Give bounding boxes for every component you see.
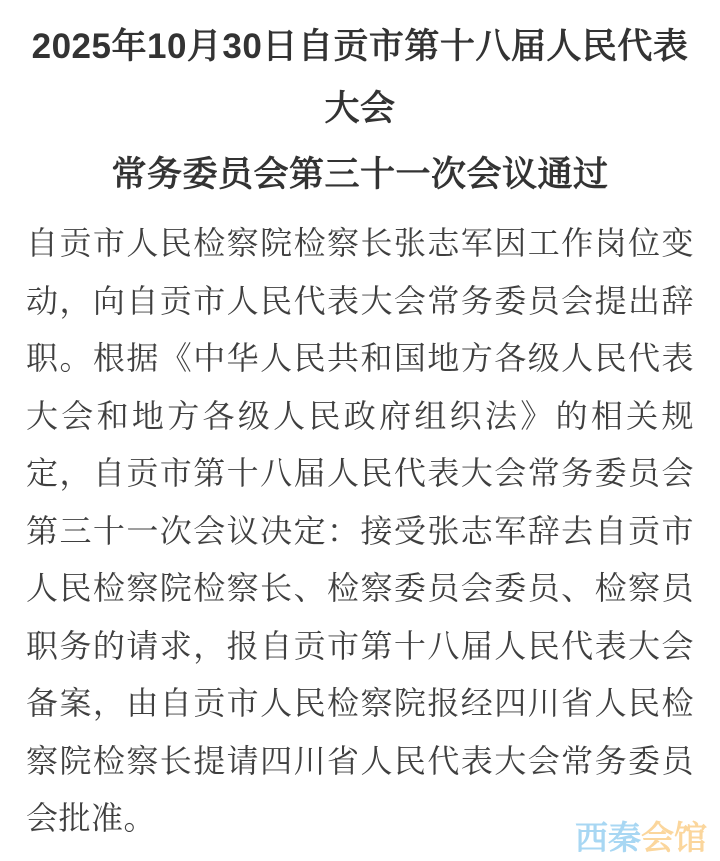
article-body: 自贡市人民检察院检察长张志军因工作岗位变动，向自贡市人民代表大会常务委员会提出辞职。根据《中华人民共和国地方各级人民代表大会和地方各级人民政府组织法》的相关规定，自贡市第十八届人民代表大会常务委员会第三十一次会议决定：接受张志军辞去自贡市人民检察院检察长、检察委员会委员、检察员职务的请求，报自贡市第十八届人民代表大会备案，由自贡市人民检察院报经四川省人民检察院检察长提请四川省人民代表大会常务委员会批准。 [26, 225, 694, 836]
watermark-left: 西秦 [575, 819, 641, 856]
article-title: 2025年10月30日自贡市第十八届人民代表大会 [31, 27, 689, 128]
article-subtitle: 常务委员会第三十一次会议通过 [111, 155, 609, 194]
watermark-right: 会馆 [641, 819, 707, 856]
